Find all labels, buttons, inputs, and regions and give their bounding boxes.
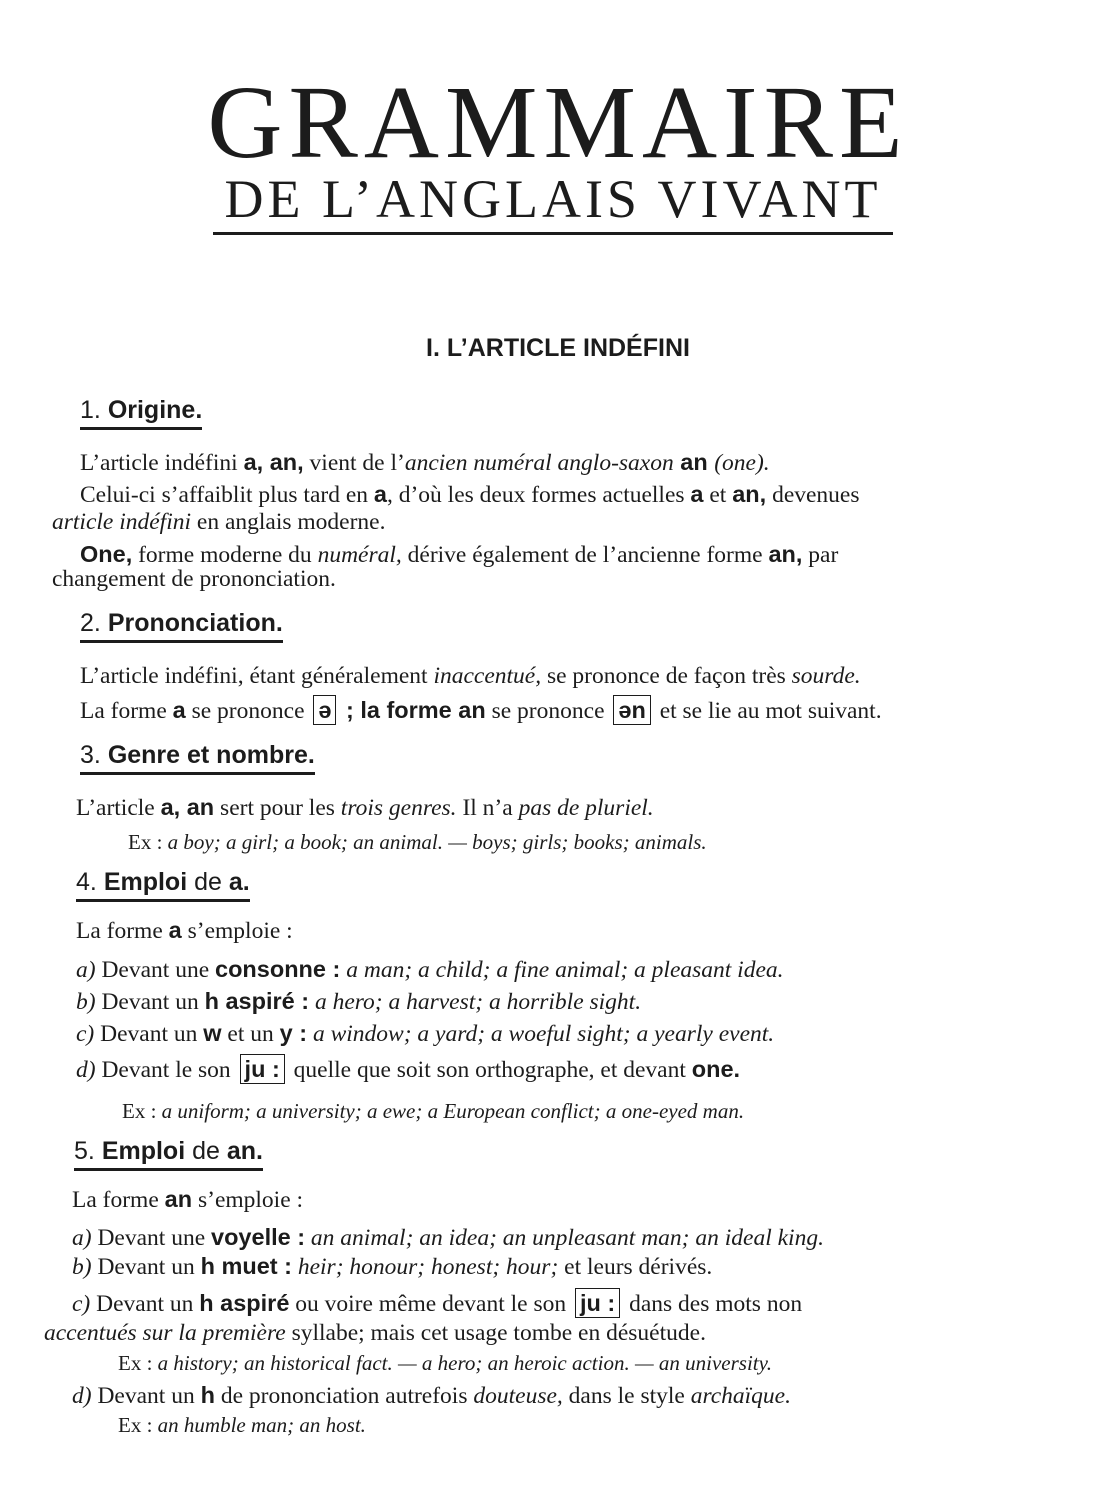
text: h aspiré	[199, 1290, 290, 1316]
text: Devant un	[94, 1021, 204, 1047]
text: La forme	[76, 918, 169, 944]
text: a	[172, 697, 186, 723]
section-3-heading	[80, 740, 315, 775]
text: de prononciation autrefois	[214, 1383, 474, 1409]
text: et se lie au mot suivant.	[653, 698, 882, 724]
text: Devant un	[95, 989, 205, 1015]
section-2-title: Prononciation.	[107, 609, 283, 637]
text: a man; a child; a fine animal; a pleasant idea.	[340, 957, 784, 983]
text: trois genres.	[340, 795, 457, 821]
text: La forme	[80, 698, 173, 724]
text: an animal; an idea; an unpleasant man; an ideal king.	[305, 1225, 824, 1251]
phonetic-box: ə	[313, 695, 336, 725]
text: se prononce	[185, 698, 311, 724]
s5-intro	[72, 1184, 303, 1215]
text: numéral,	[317, 542, 402, 568]
text: Ex :	[128, 830, 168, 854]
text: L’article indéfini	[80, 450, 244, 476]
title-underline	[213, 232, 893, 235]
text: pas de pluriel.	[518, 795, 654, 821]
text: sourde.	[791, 663, 861, 689]
text: La forme	[72, 1187, 165, 1213]
s3-example	[128, 827, 707, 857]
text: d)	[72, 1383, 92, 1409]
section-4-title: Emploi	[103, 868, 188, 896]
text: par	[802, 542, 839, 568]
subtitle: DE L’ANGLAIS VIVANT	[224, 169, 882, 229]
text: a)	[76, 957, 96, 983]
text: archaïque.	[690, 1383, 791, 1409]
text: , d’où les deux formes actuelles	[386, 482, 691, 508]
s1-line-5: changement de prononciation.	[52, 566, 336, 592]
text: s’emploie :	[181, 918, 293, 944]
text: Il n’a	[456, 795, 519, 821]
s1-line-2	[80, 479, 860, 510]
text: a)	[72, 1225, 92, 1251]
text: syllabe; mais cet usage tombe en désuétude.	[285, 1320, 706, 1346]
text: dans des mots non	[623, 1291, 803, 1317]
text: an.	[226, 1137, 263, 1165]
s2-line-1	[80, 661, 861, 691]
section-2-number: 2.	[80, 609, 101, 637]
text: consonne :	[215, 956, 341, 982]
text: an humble man; an host.	[157, 1413, 366, 1437]
text: ; la forme	[339, 697, 459, 723]
text: se prononce	[485, 698, 611, 724]
section-3-number: 3.	[80, 741, 101, 769]
text: c)	[76, 1021, 95, 1047]
text: a hero; a harvest; a horrible sight.	[309, 989, 642, 1015]
text: a	[168, 917, 182, 943]
text: a, an,	[243, 449, 304, 475]
text: et	[703, 482, 733, 508]
text: h	[200, 1382, 215, 1408]
phonetic-box: ju :	[240, 1054, 285, 1084]
s4-intro	[76, 915, 293, 946]
text: a	[373, 481, 387, 507]
text: se prononce de façon très	[541, 663, 792, 689]
section-1-heading	[80, 395, 202, 430]
s5-item-d	[72, 1380, 791, 1411]
s1-line-1	[80, 447, 770, 478]
text: a uniform; a university; a ewe; a European conflict; a one-eyed man.	[161, 1099, 745, 1123]
text: b)	[72, 1254, 92, 1280]
text: Devant un	[91, 1383, 201, 1409]
text: accentués sur la première	[44, 1320, 286, 1346]
text: b)	[76, 989, 96, 1015]
section-3-title: Genre et nombre.	[107, 741, 315, 769]
s1-line-3	[52, 507, 385, 537]
text: ou voire même devant le son	[289, 1291, 572, 1317]
text: c)	[72, 1291, 91, 1317]
text: an,	[768, 541, 803, 567]
s5-item-a	[72, 1222, 824, 1253]
text: L’article indéfini, étant généralement	[80, 663, 434, 689]
text: Devant une	[91, 1225, 211, 1251]
section-1-number: 1.	[80, 396, 101, 424]
text: y :	[279, 1020, 308, 1046]
s2-line-2	[80, 695, 882, 726]
text: en anglais moderne.	[191, 509, 386, 535]
text: et leurs dérivés.	[558, 1254, 713, 1280]
phonetic-box: ju :	[575, 1288, 620, 1318]
text: forme moderne du	[132, 542, 318, 568]
s5-item-b	[72, 1251, 712, 1282]
text: a, an	[160, 794, 215, 820]
text: d)	[76, 1057, 96, 1083]
text: One,	[80, 541, 133, 567]
text: Devant une	[95, 957, 215, 983]
text: s’emploie :	[192, 1187, 304, 1213]
text: de	[185, 1137, 227, 1165]
text: sert pour les	[214, 795, 341, 821]
s4-item-b	[76, 986, 641, 1017]
text: article indéfini	[52, 509, 192, 535]
text: devenues	[766, 482, 860, 508]
text: a boy; a girl; a book; an animal. — boys; girls; books; animals.	[167, 830, 707, 854]
s4-example	[122, 1096, 744, 1126]
text: Ex :	[118, 1351, 158, 1375]
text: ancien numéral anglo-saxon	[404, 450, 674, 476]
text: a window; a yard; a woeful sight; a yearly event.	[307, 1021, 775, 1047]
s4-item-c	[76, 1018, 774, 1049]
text: Ex :	[122, 1099, 162, 1123]
text: (one).	[714, 450, 770, 476]
text: an,	[732, 481, 767, 507]
s5-example-c	[118, 1348, 772, 1378]
text: Devant un	[91, 1254, 201, 1280]
text: h aspiré :	[204, 988, 310, 1014]
text: dans le style	[562, 1383, 691, 1409]
s3-line-1	[76, 792, 654, 823]
text: a.	[228, 868, 250, 896]
text: a	[690, 481, 704, 507]
s5-item-c	[72, 1288, 802, 1319]
text: w	[203, 1020, 222, 1046]
text: de	[187, 868, 229, 896]
text: an	[458, 697, 486, 723]
text: an	[164, 1186, 193, 1212]
section-4-number: 4.	[76, 868, 97, 896]
text: Devant un	[90, 1291, 200, 1317]
section-1-title: Origine.	[107, 396, 203, 424]
section-5-number: 5.	[74, 1137, 95, 1165]
text: inaccentué,	[433, 663, 542, 689]
text: a history; an historical fact. — a hero; an heroic action. — an university.	[157, 1351, 773, 1375]
phonetic-box: ən	[613, 695, 650, 725]
text: h muet :	[200, 1253, 292, 1279]
section-4-heading	[76, 867, 250, 902]
s5-item-c-line-2	[44, 1318, 706, 1348]
main-title: GRAMMAIRE	[207, 65, 909, 180]
text: an	[673, 449, 715, 475]
text: douteuse,	[473, 1383, 563, 1409]
text: Ex :	[118, 1413, 158, 1437]
text: quelle que soit son orthographe, et devant	[287, 1057, 692, 1083]
text: L’article	[76, 795, 161, 821]
s5-example-d	[118, 1410, 366, 1440]
text: one.	[691, 1056, 741, 1082]
text: voyelle :	[211, 1224, 306, 1250]
s4-item-a	[76, 954, 784, 985]
chapter-heading: I. L’ARTICLE INDÉFINI	[426, 334, 690, 362]
section-5-title: Emploi	[101, 1137, 186, 1165]
text: heir; honour; honest; hour;	[291, 1254, 559, 1280]
text: vient de l’	[303, 450, 405, 476]
text: dérive également de l’ancienne forme	[401, 542, 769, 568]
section-2-heading	[80, 608, 283, 643]
text: et un	[221, 1021, 280, 1047]
text: Devant le son	[95, 1057, 237, 1083]
s4-item-d	[76, 1054, 740, 1085]
section-5-heading	[74, 1136, 263, 1171]
text: Celui-ci s’affaiblit plus tard en	[80, 482, 374, 508]
